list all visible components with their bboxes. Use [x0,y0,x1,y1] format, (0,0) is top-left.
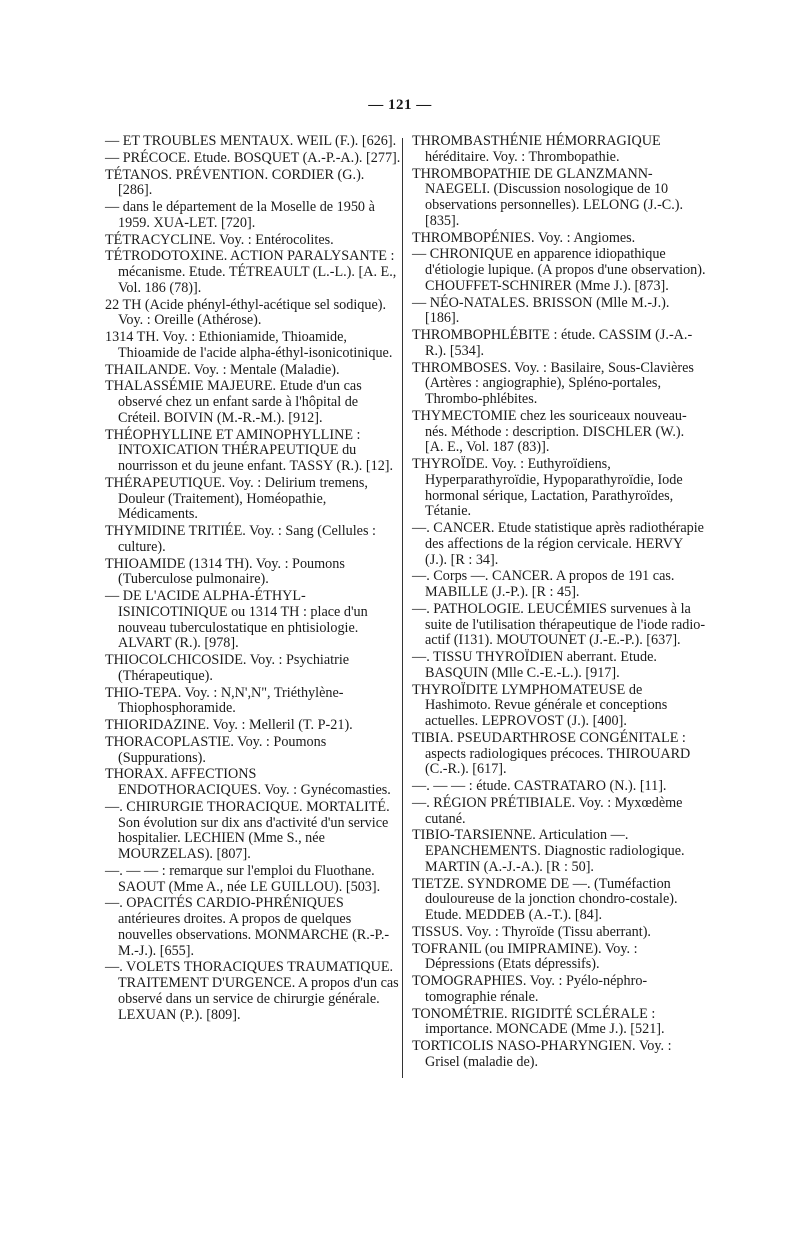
index-entry: — NÉO-NATALES. BRISSON (Mlle M.-J.). [186]. [412,294,670,327]
index-entry: — ET TROUBLES MENTAUX. WEIL (F.). [626]. [105,133,397,149]
index-entry: TÉTRACYCLINE. Voy. : Entérocolites. [105,231,334,248]
index-entry: THROMBOPÉNIES. Voy. : Angiomes. [412,229,636,246]
index-entry: THALASSÉMIE MAJEURE. Etude d'un cas observé chez un enfant sarde à l'hôpital de Créteil. BOIVIN (M.-R.-M.). [912]. [105,378,362,426]
index-entry: TÉTRODOTOXINE. ACTION PARALYSANTE : mécanisme. Etude. TÉTREAULT (L.-L.). [A. E., Vol. 186 (78)]. [105,248,397,296]
index-entry: THYMECTOMIE chez les souriceaux nouveau-nés. Méthode : description. DISCHLER (W.). [A. E., Vol. 187 (83)]. [412,407,687,456]
index-entry: —. VOLETS THORACIQUES TRAUMATIQUE. TRAITEMENT D'URGENCE. A propos d'un cas observé dans un service de chirurgie générale. LEXUAN (P.). [809]. [105,959,399,1023]
index-entry: TIBIA. PSEUDARTHROSE CONGÉNITALE : aspects radiologiques précoces. THIROUARD (C.-R.). [617]. [412,729,691,778]
index-entry: TISSUS. Voy. : Thyroïde (Tissu aberrant). [412,923,651,940]
index-entry: THROMBOPHLÉBITE : étude. CASSIM (J.-A.-R.). [534]. [412,327,693,359]
index-entry: THROMBASTHÉNIE HÉMORRAGIQUE héréditaire. Voy. : Thrombopathie. [412,133,661,165]
index-entry: —. — — : étude. CASTRATARO (N.). [11]. [412,778,667,794]
index-entry: — DE L'ACIDE ALPHA-ÉTHYL-ISINICOTINIQUE ou 1314 TH : place d'un nouveau tuberculostatique en phtisiologie. ALVART (R.). [978]. [105,588,368,652]
index-entry: — PRÉCOCE. Etude. BOSQUET (A.-P.-A.). [277]. [105,149,401,166]
index-entry: THYROÏDE. Voy. : Euthyroïdiens, Hyperparathyroïdie, Hypoparathyroïdie, Iode hormonal sérique, Lactation, Parathyroïdes, Tétanie. [412,456,683,520]
right-column [412,134,706,1072]
index-entry: — CHRONIQUE en apparence idiopathique d'étiologie lupique. (A propos d'une observation). CHOUFFET-SCHNIRER (Mme J.). [873]. [412,246,706,294]
index-entry: —. PATHOLOGIE. LEUCÉMIES survenues à la suite de l'utilisation thérapeutique de l'iode radio-actif (I131). MOUTOUNET (J.-E.-P.). [637]. [412,600,706,649]
index-entry: THÉOPHYLLINE ET AMINOPHYLLINE : INTOXICATION THÉRAPEUTIQUE du nourrisson et du jeune enfant. TASSY (R.). [12]. [105,426,394,474]
index-entry: THORACOPLASTIE. Voy. : Poumons (Suppurations). [105,733,327,766]
index-entry: THYMIDINE TRITIÉE. Voy. : Sang (Cellules : culture). [105,523,376,555]
index-entry: TONOMÉTRIE. RIGIDITÉ SCLÉRALE : importance. MONCADE (Mme J.). [521]. [412,1005,665,1038]
index-entry: — dans le département de la Moselle de 1950 à 1959. XUA-LET. [720]. [105,199,375,231]
index-entry: THORAX. AFFECTIONS ENDOTHORACIQUES. Voy. : Gynécomasties. [105,766,391,798]
index-entry: TOMOGRAPHIES. Voy. : Pyélo-néphro-tomographie rénale. [412,973,648,1005]
index-entry: THAILANDE. Voy. : Mentale (Maladie). [105,361,340,378]
index-entry: TIBIO-TARSIENNE. Articulation —. EPANCHEMENTS. Diagnostic radiologique. MARTIN (A.-J.-A.). [R : 50]. [412,827,685,875]
index-entry: THIOCOLCHICOSIDE. Voy. : Psychiatrie (Thérapeutique). [105,652,350,684]
index-entry: —. CANCER. Etude statistique après radiothérapie des affections de la région cervicale. HERVY (J.). [R : 34]. [412,520,704,568]
index-entry: TORTICOLIS NASO-PHARYNGIEN. Voy. : Grisel (maladie de). [412,1038,672,1070]
column-divider [402,138,403,1078]
index-entry: TOFRANIL (ou IMIPRAMINE). Voy. : Dépressions (Etats dépressifs). [412,940,638,973]
index-entry: THIO-TEPA. Voy. : N,N',N", Triéthylène-Thiophosphoramide. [105,684,344,717]
index-entry: 1314 TH. Voy. : Ethioniamide, Thioamide, Thioamide de l'acide alpha-éthyl-isonicotinique. [105,329,393,361]
index-entry: —. OPACITÉS CARDIO-PHRÉNIQUES antérieures droites. A propos de quelques nouvelles observations. MONMARCHE (R.-P.-M.-J.). [655]. [105,895,390,959]
index-entry: —. TISSU THYROÏDIEN aberrant. Etude. BASQUIN (Mlle C.-E.-L.). [917]. [412,649,657,681]
index-entry: THÉRAPEUTIQUE. Voy. : Delirium tremens, Douleur (Traitement), Homéopathie, Médicaments. [105,474,368,523]
index-entry: THIOAMIDE (1314 TH). Voy. : Poumons (Tuberculose pulmonaire). [105,555,345,588]
index-entry: TÉTANOS. PRÉVENTION. CORDIER (G.). [286]. [105,166,365,199]
index-entry: THROMBOSES. Voy. : Basilaire, Sous-Clavières (Artères : angiographie), Spléno-portales, Thrombo-phlébites. [412,359,694,407]
index-entry: —. Corps —. CANCER. A propos de 191 cas. MABILLE (J.-P.). [R : 45]. [412,568,675,600]
page-number: — 121 — [368,97,432,113]
index-entry: THROMBOPATHIE DE GLANZMANN-NAEGELI. (Discussion nosologique de 10 observations personnelles). LELONG (J.-C.). [835]. [412,165,684,229]
index-entry: —. CHIRURGIE THORACIQUE. MORTALITÉ. Son évolution sur dix ans d'activité d'un service hospitalier. LECHIEN (Mme S., née MOURZELAS). [807]. [105,798,390,862]
index-entry: —. RÉGION PRÉTIBIALE. Voy. : Myxœdème cutané. [412,794,683,827]
index-entry: TIETZE. SYNDROME DE —. (Tuméfaction douloureuse de la jonction chondro-costale). Etude. MEDDEB (A.-T.). [84]. [412,875,678,923]
index-entry: 22 TH (Acide phényl-éthyl-acétique sel sodique). Voy. : Oreille (Athérose). [105,296,387,329]
index-entry: THYROÏDITE LYMPHOMATEUSE de Hashimoto. Revue générale et conceptions actuelles. LEPROVOST (J.). [400]. [412,681,668,729]
index-entry: —. — — : remarque sur l'emploi du Fluothane. SAOUT (Mme A., née LE GUILLOU). [503]. [105,862,381,895]
left-column [105,134,401,1024]
index-entry: THIORIDAZINE. Voy. : Melleril (T. P-21). [105,717,353,733]
